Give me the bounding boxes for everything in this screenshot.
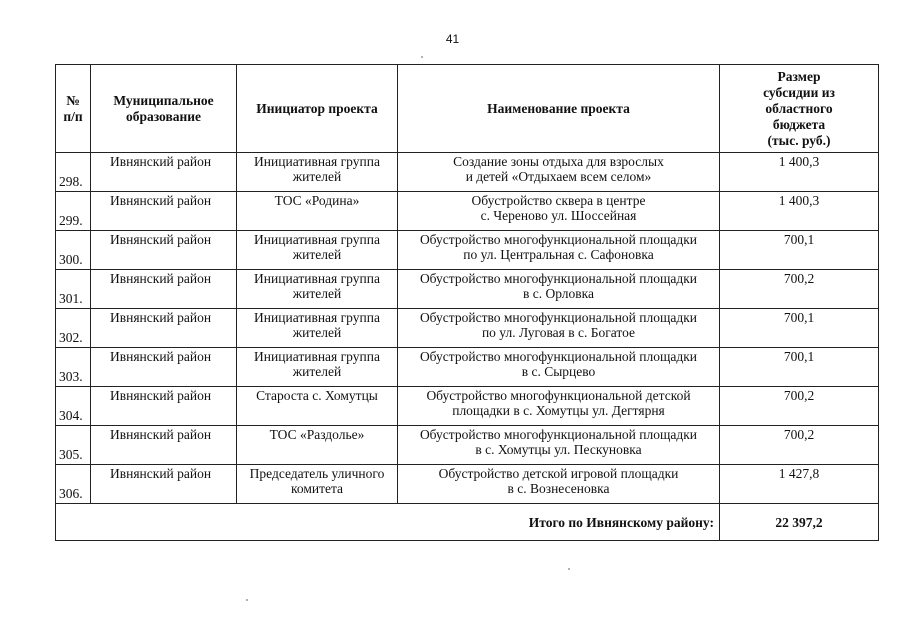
row-subsidy: 1 427,8: [720, 465, 879, 504]
row-initiator-line: жителей: [292, 286, 342, 301]
row-project-name: [398, 387, 720, 426]
row-number: 301.: [56, 270, 91, 309]
row-initiator-line: Инициативная группа: [254, 232, 380, 247]
table-row: [56, 426, 879, 465]
row-initiator-line: Староста с. Хомутцы: [256, 388, 378, 403]
header-subsidy: [720, 65, 879, 153]
header-subsidy-line: областного: [765, 100, 833, 116]
header-subsidy-line: субсидии из: [763, 84, 835, 100]
row-project-name: [398, 309, 720, 348]
scan-speck: [246, 599, 248, 601]
row-project-line: Обустройство многофункциональной площадки: [419, 271, 698, 286]
row-initiator-line: ТОС «Раздолье»: [269, 427, 365, 442]
row-subsidy: 700,2: [720, 387, 879, 426]
row-initiator-line: жителей: [292, 169, 342, 184]
row-number: 300.: [56, 231, 91, 270]
row-initiator-line: Инициативная группа: [254, 310, 380, 325]
row-subsidy: 700,1: [720, 309, 879, 348]
row-initiator-line: комитета: [290, 481, 344, 496]
row-initiator: [237, 192, 398, 231]
row-initiator-line: ТОС «Родина»: [274, 193, 360, 208]
row-initiator: [237, 348, 398, 387]
row-number: 305.: [56, 426, 91, 465]
row-initiator: [237, 270, 398, 309]
row-municipality: Ивнянский район: [91, 231, 237, 270]
row-project-line: в с. Сырцево: [521, 364, 596, 379]
row-municipality: Ивнянский район: [91, 192, 237, 231]
row-initiator: [237, 426, 398, 465]
row-project-line: Обустройство детской игровой площадки: [438, 466, 679, 481]
row-project-line: в с. Вознесеновка: [507, 481, 610, 496]
row-number: 304.: [56, 387, 91, 426]
subsidy-table: [55, 64, 879, 541]
row-municipality: Ивнянский район: [91, 153, 237, 192]
row-subsidy: 700,2: [720, 426, 879, 465]
total-row: [56, 504, 879, 541]
row-municipality: Ивнянский район: [91, 348, 237, 387]
header-num-line: п/п: [63, 108, 83, 124]
row-initiator: [237, 465, 398, 504]
header-municipality-line: Муниципальное: [113, 92, 214, 108]
row-project-line: Обустройство многофункциональной площадки: [419, 427, 698, 442]
table-row: [56, 270, 879, 309]
scan-speck: [568, 568, 570, 570]
header-municipality: [91, 65, 237, 153]
row-number: 302.: [56, 309, 91, 348]
header-initiator: [237, 65, 398, 153]
total-value: 22 397,2: [720, 504, 879, 541]
row-subsidy: 1 400,3: [720, 153, 879, 192]
header-num-line: №: [66, 92, 80, 108]
row-project-name: [398, 270, 720, 309]
row-subsidy: 700,2: [720, 270, 879, 309]
row-initiator-line: Председатель уличного: [249, 466, 385, 481]
row-project-line: по ул. Луговая в с. Богатое: [481, 325, 636, 340]
row-subsidy: 700,1: [720, 231, 879, 270]
row-initiator: [237, 153, 398, 192]
table-header: [56, 65, 879, 153]
row-project-line: Обустройство сквера в центре: [471, 193, 646, 208]
row-initiator-line: Инициативная группа: [254, 271, 380, 286]
row-municipality: Ивнянский район: [91, 465, 237, 504]
row-number: 303.: [56, 348, 91, 387]
row-project-line: с. Череново ул. Шоссейная: [480, 208, 637, 223]
header-row: [56, 65, 879, 153]
row-initiator-line: Инициативная группа: [254, 154, 380, 169]
row-project-name: [398, 348, 720, 387]
row-subsidy: 700,1: [720, 348, 879, 387]
header-project-line: Наименование проекта: [487, 100, 630, 116]
row-project-line: Обустройство многофункциональной площадки: [419, 310, 698, 325]
header-subsidy-line: бюджета: [772, 116, 826, 132]
table-row: [56, 348, 879, 387]
row-number: 298.: [56, 153, 91, 192]
page-number: 41: [445, 32, 460, 46]
row-project-line: и детей «Отдыхаем всем селом»: [465, 169, 652, 184]
header-municipality-line: образование: [125, 108, 202, 124]
header-subsidy-line: Размер: [777, 68, 821, 84]
row-project-name: [398, 465, 720, 504]
row-number: 299.: [56, 192, 91, 231]
table-row: [56, 387, 879, 426]
row-initiator: [237, 231, 398, 270]
header-num: [56, 65, 91, 153]
row-initiator-line: жителей: [292, 364, 342, 379]
table-row: [56, 192, 879, 231]
row-municipality: Ивнянский район: [91, 387, 237, 426]
table-row: [56, 465, 879, 504]
row-project-name: [398, 426, 720, 465]
row-project-line: по ул. Центральная с. Сафоновка: [463, 247, 654, 262]
row-number: 306.: [56, 465, 91, 504]
table-row: [56, 231, 879, 270]
row-initiator: [237, 309, 398, 348]
row-project-name: [398, 192, 720, 231]
total-label: Итого по Ивнянскому району:: [56, 504, 720, 541]
row-project-line: в с. Орловка: [522, 286, 595, 301]
row-project-name: [398, 153, 720, 192]
header-initiator-line: Инициатор проекта: [256, 100, 378, 116]
table-row: [56, 153, 879, 192]
header-subsidy-line: (тыс. руб.): [767, 132, 831, 148]
row-municipality: Ивнянский район: [91, 309, 237, 348]
row-project-name: [398, 231, 720, 270]
scan-speck: [421, 56, 423, 58]
row-project-line: Обустройство многофункциональной площадки: [419, 349, 698, 364]
row-project-line: в с. Хомутцы ул. Пескуновка: [475, 442, 642, 457]
table-row: [56, 309, 879, 348]
row-municipality: Ивнянский район: [91, 426, 237, 465]
row-project-line: Создание зоны отдыха для взрослых: [453, 154, 664, 169]
row-initiator-line: жителей: [292, 247, 342, 262]
row-initiator: [237, 387, 398, 426]
row-project-line: площадки в с. Хомутцы ул. Дегтярня: [452, 403, 665, 418]
row-subsidy: 1 400,3: [720, 192, 879, 231]
row-initiator-line: Инициативная группа: [254, 349, 380, 364]
header-project: [398, 65, 720, 153]
row-municipality: Ивнянский район: [91, 270, 237, 309]
row-initiator-line: жителей: [292, 325, 342, 340]
row-project-line: Обустройство многофункциональной площадки: [419, 232, 698, 247]
table-body: [56, 153, 879, 541]
row-project-line: Обустройство многофункциональной детской: [426, 388, 691, 403]
